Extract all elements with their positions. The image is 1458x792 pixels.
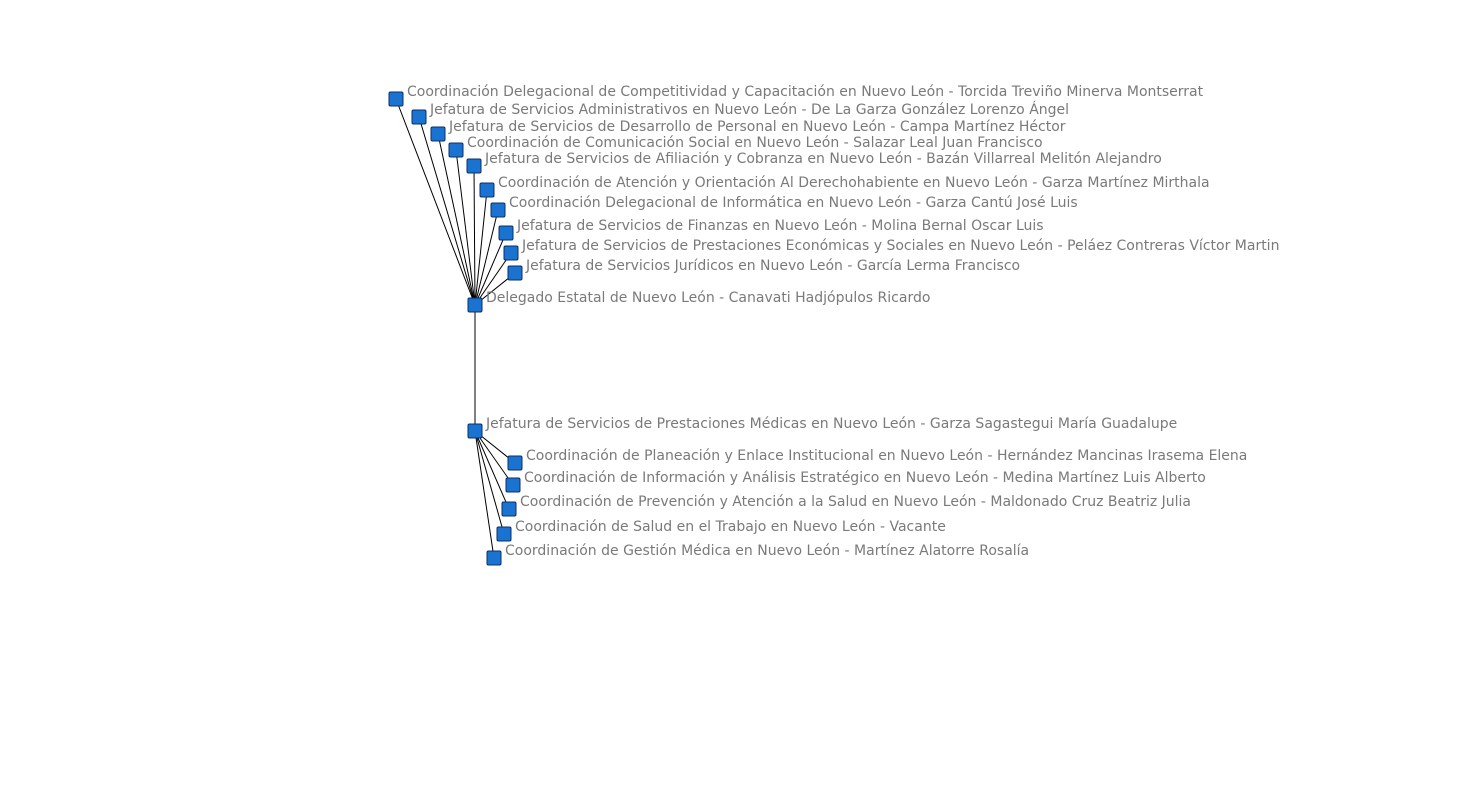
node-label: Coordinación de Prevención y Atención a la Salud en Nuevo León - Maldonado Cruz Beatriz Julia <box>520 494 1192 510</box>
node-square[interactable] <box>431 127 445 141</box>
node-square[interactable] <box>499 226 513 240</box>
edge-n11-n14 <box>475 431 509 509</box>
node-square[interactable] <box>506 478 520 492</box>
node-square[interactable] <box>480 183 494 197</box>
org-node[interactable] <box>468 416 1177 438</box>
node-square[interactable] <box>412 110 426 124</box>
org-node[interactable] <box>480 175 1210 197</box>
edge-n0-n6 <box>475 190 487 305</box>
node-label: Coordinación de Información y Análisis Estratégico en Nuevo León - Medina Martínez Luis Alberto <box>524 470 1206 486</box>
edge-n11-n16 <box>475 431 494 558</box>
edge-n11-n15 <box>475 431 504 534</box>
node-square[interactable] <box>468 298 482 312</box>
node-label: Coordinación Delegacional de Informática en Nuevo León - Garza Cantú José Luis <box>509 195 1078 211</box>
org-node[interactable] <box>506 470 1206 492</box>
org-node[interactable] <box>504 238 1279 260</box>
node-square[interactable] <box>491 203 505 217</box>
node-square[interactable] <box>508 266 522 280</box>
node-square[interactable] <box>449 143 463 157</box>
node-square[interactable] <box>467 159 481 173</box>
org-node[interactable] <box>491 195 1078 217</box>
node-label: Coordinación de Planeación y Enlace Institucional en Nuevo León - Hernández Mancinas Irasema Elena <box>526 448 1248 464</box>
org-node[interactable] <box>468 290 930 312</box>
node-label: Jefatura de Servicios de Finanzas en Nuevo León - Molina Bernal Oscar Luis <box>517 218 1044 234</box>
node-square[interactable] <box>468 424 482 438</box>
node-square[interactable] <box>502 502 516 516</box>
org-node[interactable] <box>487 543 1029 565</box>
org-node[interactable] <box>508 448 1247 470</box>
edge-n0-n5 <box>474 166 475 305</box>
node-label: Coordinación de Gestión Médica en Nuevo León - Martínez Alatorre Rosalía <box>505 543 1030 559</box>
node-label: Jefatura de Servicios de Prestaciones Médicas en Nuevo León - Garza Sagastegui María Guadalupe <box>486 416 1178 432</box>
org-node[interactable] <box>502 494 1191 516</box>
node-square[interactable] <box>389 92 403 106</box>
node-square[interactable] <box>497 527 511 541</box>
org-node[interactable] <box>497 519 946 541</box>
node-label: Coordinación Delegacional de Competitividad y Capacitación en Nuevo León - Torcida Treviño Minerva Montserrat <box>407 84 1204 100</box>
node-square[interactable] <box>487 551 501 565</box>
node-label: Delegado Estatal de Nuevo León - Canavati Hadjópulos Ricardo <box>486 290 931 306</box>
edges-layer <box>396 99 515 558</box>
node-label: Coordinación de Comunicación Social en Nuevo León - Salazar Leal Juan Francisco <box>467 135 1043 151</box>
node-label: Jefatura de Servicios de Prestaciones Económicas y Sociales en Nuevo León - Peláez Contreras Víctor Martin <box>522 238 1280 254</box>
nodes-layer <box>389 84 1279 565</box>
edge-n11-n13 <box>475 431 513 485</box>
node-label: Coordinación de Salud en el Trabajo en Nuevo León - Vacante <box>515 519 946 535</box>
node-label: Jefatura de Servicios Jurídicos en Nuevo León - García Lerma Francisco <box>526 258 1021 274</box>
org-node[interactable] <box>467 151 1162 173</box>
node-square[interactable] <box>504 246 518 260</box>
node-label: Jefatura de Servicios de Afiliación y Cobranza en Nuevo León - Bazán Villarreal Melitón Alejandro <box>485 151 1162 167</box>
node-label: Coordinación de Atención y Orientación Al Derechohabiente en Nuevo León - Garza Martínez Mirthala <box>498 175 1210 191</box>
org-node[interactable] <box>508 258 1020 280</box>
node-label: Jefatura de Servicios de Desarrollo de Personal en Nuevo León - Campa Martínez Héctor <box>449 119 1066 135</box>
org-node[interactable] <box>499 218 1044 240</box>
node-square[interactable] <box>508 456 522 470</box>
node-label: Jefatura de Servicios Administrativos en Nuevo León - De La Garza González Lorenzo Ángel <box>430 102 1070 118</box>
